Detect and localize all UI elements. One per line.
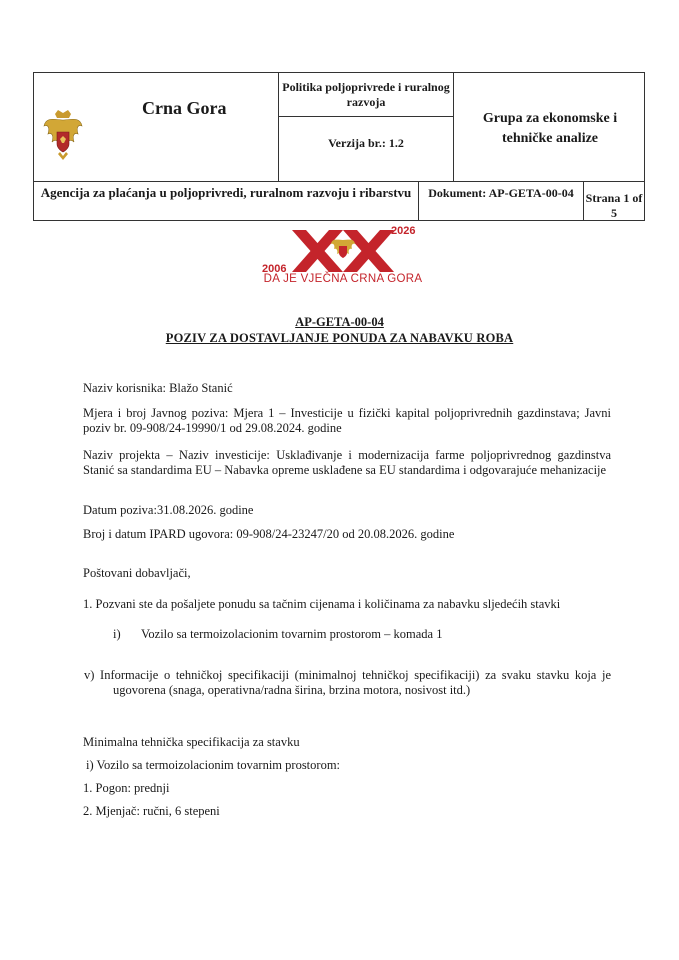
version-label: Verzija br.: 1.2 [328,136,404,150]
year-start: 2006 [262,263,287,275]
spec-heading: Minimalna tehnička specifikacija za stavku [83,735,300,749]
ministry-label: Politika poljoprivrede i ruralnog razvoja [279,73,453,117]
ministry-cell [279,73,454,181]
document-cell [419,182,584,220]
project-paragraph: Naziv projekta – Naziv investicije: Usklađivanje i modernizacija farme poljoprivrednog gazdinstva Stanić sa standardima EU – Nabavka opreme usklađene sa EU standardima i odgovarajuće mehanizacije [83,448,611,477]
agency-cell [34,182,419,220]
spec-item: i) Vozilo sa termoizolacionim tovarnim prostorom: [86,758,341,772]
header-row-top [34,73,644,182]
specification-info: v) Informacije o tehničkoj specifikaciji (minimalnoj tehničkoj specifikaciji) za svaku stavku koja je ugovorena (snaga, operativna/radna širina, brzina motora, nosivost itd.) [84,668,611,697]
group-cell [454,73,644,181]
document-code: AP-GETA-00-04 [295,315,384,329]
measure-paragraph: Mjera i broj Javnog poziva: Mjera 1 – Investicije u fizički kapital poljoprivrednih gazdinstava; Javni poziv br. 09-908/24-19990/1 od 29.08.2024. godine [83,406,611,435]
item-i-number: i) [113,627,121,641]
agency-label: Agencija za plaćanja u poljoprivredi, ruralnom razvoju i ribarstvu [40,185,412,200]
logo-slogan: DA JE VJEČNA CRNA GORA [263,273,423,285]
invitation-date: Datum poziva:31.08.2026. godine [83,503,254,517]
header-row-bottom [34,182,644,220]
eagle-emblem-icon [331,240,355,258]
country-title: Crna Gora [142,98,227,118]
user-name: Naziv korisnika: Blažo Stanić [83,381,233,395]
year-end: 2026 [391,225,416,237]
spec-line-2: 2. Mjenjač: ručni, 6 stepeni [83,804,220,818]
page-cell [584,182,644,220]
coat-of-arms-icon [42,108,84,164]
document-title: POZIV ZA DOSTAVLJANJE PONUDA ZA NABAVKU ROBA [165,331,514,345]
country-cell [34,73,279,181]
greeting: Poštovani dobavljači, [83,566,191,580]
spec-line-1: 1. Pogon: prednji [83,781,170,795]
document-code-label: Dokument: AP-GETA-00-04 [428,186,574,200]
group-label: Grupa za ekonomske i tehničke analize [482,111,618,146]
header-table [33,72,645,221]
page-number-label: Strana 1 of 5 [585,191,643,220]
ipard-contract: Broj i datum IPARD ugovora: 09-908/24-23247/20 od 20.08.2026. godine [83,527,455,541]
item-i-text: Vozilo sa termoizolacionim tovarnim prostorom – komada 1 [141,627,443,641]
list-item-1: 1. Pozvani ste da pošaljete ponudu sa tačnim cijenama i količinama za nabavku sljedećih stavki [83,597,561,611]
